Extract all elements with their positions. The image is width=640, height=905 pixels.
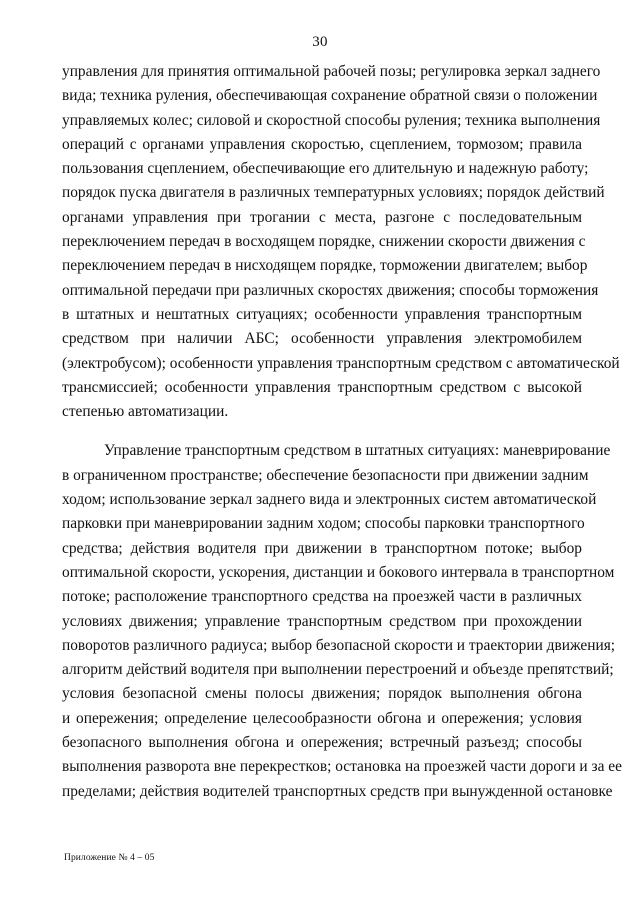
text-line: пользования сцеплением, обеспечивающие его длительную и надежную работу; <box>62 160 589 178</box>
page-number: 30 <box>312 34 328 50</box>
text-line: ходом; использование зеркал заднего вида и электронных систем автоматической <box>62 491 597 509</box>
text-line: в ограниченном пространстве; обеспечение безопасности при движении задним <box>62 466 589 484</box>
text-line: трансмиссией; особенности управления транспортным средством с высокой <box>62 378 582 396</box>
text-line: безопасного выполнения обгона и опережения; встречный разъезд; способы <box>62 734 582 752</box>
text-line: Управление транспортным средством в штатных ситуациях: маневрирование <box>104 442 611 460</box>
text-line: порядок пуска двигателя в различных температурных условиях; порядок действий <box>62 184 605 202</box>
text-line: поворотов различного радиуса; выбор безопасной скорости и траектории движения; <box>62 636 616 654</box>
text-line: операций с органами управления скоростью, сцеплением, тормозом; правила <box>62 135 582 153</box>
document-body <box>62 60 622 804</box>
text-line: управления для принятия оптимальной рабочей позы; регулировка зеркал заднего <box>62 63 601 80</box>
text-line: алгоритм действий водителя при выполнении перестроений и объезде препятствий; <box>62 661 614 679</box>
text-line: степенью автоматизации. <box>62 403 229 421</box>
footer-annex-label: Приложение № 4 – 05 <box>64 853 155 863</box>
text-line: и опережения; определение целесообразности обгона и опережения; условия <box>62 709 582 727</box>
text-line: парковки при маневрировании задним ходом; способы парковки транспортного <box>62 515 585 533</box>
text-line: управляемых колес; силовой и скоростной способы руления; техника выполнения <box>62 111 601 129</box>
text-line: потоке; расположение транспортного средства на проезжей части в различных <box>62 588 582 606</box>
text-line: (электробусом); особенности управления транспортным средством с автоматической <box>62 354 620 372</box>
text-line: оптимальной передачи при различных скоростях движения; способы торможения <box>62 281 599 299</box>
text-line: переключением передач в восходящем порядке, снижении скорости движения с <box>62 233 586 251</box>
text-line: вида; техника руления, обеспечивающая сохранение обратной связи о положении <box>62 87 598 105</box>
text-line: выполнения разворота вне перекрестков; остановка на проезжей части дороги и за ее <box>62 758 622 776</box>
paragraph-vehicle-controls <box>62 60 620 424</box>
text-line: переключением передач в нисходящем порядке, торможении двигателем; выбор <box>62 257 588 275</box>
text-line: в штатных и нештатных ситуациях; особенности управления транспортным <box>62 305 582 323</box>
text-line: средства; действия водителя при движении в транспортном потоке; выбор <box>62 539 582 557</box>
text-line: условиях движения; управление транспортным средством при прохождении <box>62 612 582 630</box>
text-line: органами управления при трогании с места, разгоне с последовательным <box>62 208 582 226</box>
text-line: средством при наличии АБС; особенности управления электромобилем <box>62 330 582 348</box>
paragraph-standard-situations <box>62 439 622 803</box>
text-line: пределами; действия водителей транспортных средств при вынужденной остановке <box>62 782 613 800</box>
text-line: условия безопасной смены полосы движения; порядок выполнения обгона <box>62 685 582 703</box>
text-line: оптимальной скорости, ускорения, дистанции и бокового интервала в транспортном <box>62 563 615 581</box>
